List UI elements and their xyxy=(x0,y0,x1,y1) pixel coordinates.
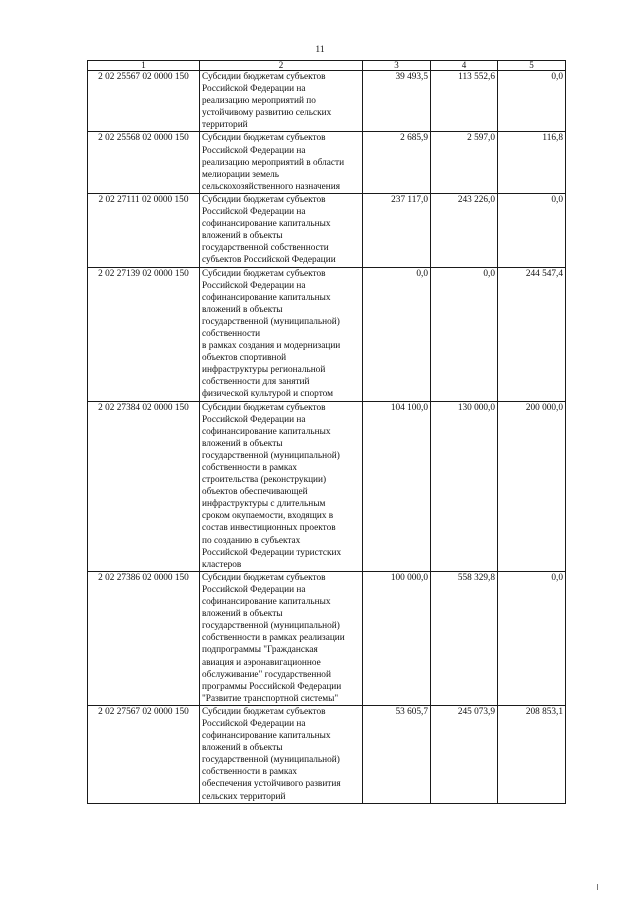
column-header-2: 2 xyxy=(200,61,363,71)
table-header-row xyxy=(88,61,566,71)
row-description: Субсидии бюджетам субъектов Российской Федерации на реализацию мероприятий по устойчивому развитию сельских территорий xyxy=(200,71,363,132)
table-row xyxy=(88,571,566,705)
row-value-col4: 2 597,0 xyxy=(431,132,498,193)
table-row xyxy=(88,401,566,571)
row-value-col5: 244 547,4 xyxy=(498,267,566,401)
row-description: Субсидии бюджетам субъектов Российской Федерации на софинансирование капитальных вложений в объекты государственной (муниципальной) собственности в рамках реализации подпрограммы "Гражданская авиация и аэронавигационное обслуживание" государственной программы Российской Федерации "Развитие транспортной системы" xyxy=(200,571,363,705)
column-header-1: 1 xyxy=(88,61,200,71)
row-code: 2 02 27384 02 0000 150 xyxy=(88,401,200,571)
row-value-col4: 558 329,8 xyxy=(431,571,498,705)
row-code: 2 02 27567 02 0000 150 xyxy=(88,705,200,803)
scan-edge-mark xyxy=(597,884,598,890)
row-value-col3: 2 685,9 xyxy=(363,132,431,193)
row-value-col4: 0,0 xyxy=(431,267,498,401)
row-value-col5: 116,8 xyxy=(498,132,566,193)
row-value-col3: 0,0 xyxy=(363,267,431,401)
row-description: Субсидии бюджетам субъектов Российской Федерации на софинансирование капитальных вложений в объекты государственной собственности субъектов Российской Федерации xyxy=(200,193,363,267)
row-value-col5: 208 853,1 xyxy=(498,705,566,803)
table-row xyxy=(88,705,566,803)
row-description: Субсидии бюджетам субъектов Российской Федерации на софинансирование капитальных вложений в объекты государственной (муниципальной) собственности в рамках создания и модернизации объектов спортивной инфраструктуры региональной собственности для занятий физической культурой и спортом xyxy=(200,267,363,401)
table-row xyxy=(88,71,566,132)
table-row xyxy=(88,193,566,267)
budget-table xyxy=(87,60,566,804)
row-value-col3: 237 117,0 xyxy=(363,193,431,267)
row-code: 2 02 27111 02 0000 150 xyxy=(88,193,200,267)
row-description: Субсидии бюджетам субъектов Российской Федерации на софинансирование капитальных вложений в объекты государственной (муниципальной) собственности в рамках обеспечения устойчивого развития сельских территорий xyxy=(200,705,363,803)
row-description: Субсидии бюджетам субъектов Российской Федерации на софинансирование капитальных вложений в объекты государственной (муниципальной) собственности в рамках строительства (реконструкции) объектов обеспечивающей инфраструктуры с длительным сроком окупаемости, входящих в состав инвестиционных проектов по созданию в субъектах Российской Федерации туристских кластеров xyxy=(200,401,363,571)
row-value-col5: 200 000,0 xyxy=(498,401,566,571)
row-value-col3: 100 000,0 xyxy=(363,571,431,705)
row-value-col5: 0,0 xyxy=(498,71,566,132)
row-code: 2 02 25568 02 0000 150 xyxy=(88,132,200,193)
row-value-col4: 113 552,6 xyxy=(431,71,498,132)
column-header-4: 4 xyxy=(431,61,498,71)
column-header-3: 3 xyxy=(363,61,431,71)
column-header-5: 5 xyxy=(498,61,566,71)
row-code: 2 02 27139 02 0000 150 xyxy=(88,267,200,401)
row-value-col3: 39 493,5 xyxy=(363,71,431,132)
row-code: 2 02 27386 02 0000 150 xyxy=(88,571,200,705)
table-row xyxy=(88,267,566,401)
row-value-col5: 0,0 xyxy=(498,571,566,705)
row-value-col4: 243 226,0 xyxy=(431,193,498,267)
row-value-col4: 130 000,0 xyxy=(431,401,498,571)
row-value-col3: 104 100,0 xyxy=(363,401,431,571)
page-number: 11 xyxy=(315,45,325,55)
table-row xyxy=(88,132,566,193)
row-description: Субсидии бюджетам субъектов Российской Федерации на реализацию мероприятий в области мелиорации земель сельскохозяйственного назначения xyxy=(200,132,363,193)
row-value-col5: 0,0 xyxy=(498,193,566,267)
row-code: 2 02 25567 02 0000 150 xyxy=(88,71,200,132)
row-value-col3: 53 605,7 xyxy=(363,705,431,803)
row-value-col4: 245 073,9 xyxy=(431,705,498,803)
